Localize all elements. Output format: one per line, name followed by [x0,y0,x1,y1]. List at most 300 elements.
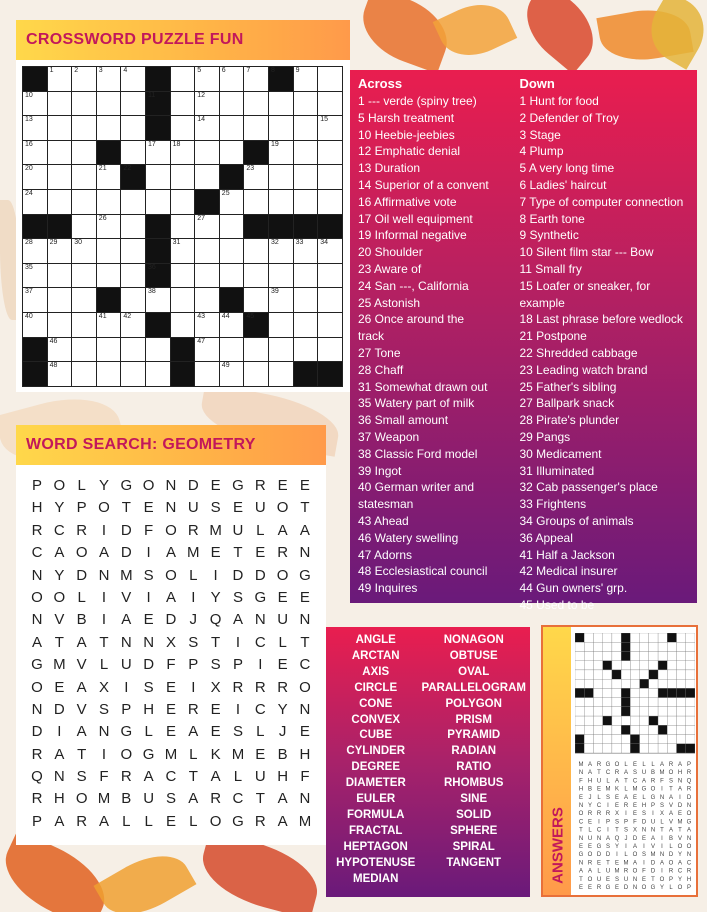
wordsearch-letter[interactable]: O [299,678,311,696]
crossword-cell[interactable] [268,140,294,166]
wordsearch-letter[interactable]: O [276,566,289,584]
crossword-cell[interactable] [293,287,319,313]
wordsearch-letter[interactable]: D [53,700,65,718]
wordsearch-letter[interactable]: I [101,611,107,629]
wordsearch-letter[interactable]: P [31,477,42,494]
wordsearch-letter[interactable]: O [165,566,177,584]
wordsearch-letter[interactable]: L [189,812,198,830]
wordsearch-letter[interactable]: F [99,768,109,786]
wordsearch-letter[interactable]: K [210,745,221,763]
wordsearch-letter[interactable]: S [188,633,199,651]
wordsearch-letter[interactable]: P [232,656,243,674]
wordsearch-letter[interactable]: Q [209,611,222,629]
crossword-cell[interactable] [194,312,220,338]
crossword-cell[interactable] [293,337,319,363]
crossword-cell[interactable] [22,189,48,215]
wordsearch-letter[interactable]: U [277,611,289,629]
wordsearch-letter[interactable]: N [31,611,43,629]
wordsearch-letter[interactable]: R [277,544,289,562]
wordsearch-letter[interactable]: A [277,790,288,808]
wordsearch-letter[interactable]: V [76,700,87,718]
crossword-cell[interactable] [96,66,122,92]
wordsearch-letter[interactable]: A [121,611,132,629]
crossword-cell[interactable] [96,361,122,387]
wordsearch-letter[interactable]: Y [210,588,221,606]
crossword-cell[interactable] [293,140,319,166]
wordsearch-letter[interactable]: A [54,544,65,562]
crossword-cell[interactable] [170,164,196,190]
wordsearch-letter[interactable]: I [101,521,107,539]
crossword-cell[interactable] [120,263,146,289]
crossword-cell[interactable] [268,263,294,289]
wordsearch-letter[interactable]: E [299,588,310,606]
wordsearch-letter[interactable]: J [278,723,287,741]
crossword-cell[interactable] [293,263,319,289]
crossword-cell[interactable] [145,287,171,313]
crossword-cell[interactable] [243,263,269,289]
crossword-cell[interactable] [293,189,319,215]
wordsearch-letter[interactable]: N [165,477,177,494]
crossword-cell[interactable] [170,214,196,240]
wordsearch-letter[interactable]: S [98,700,109,718]
wordsearch-letter[interactable]: B [76,611,87,629]
wordsearch-letter[interactable]: D [76,566,88,584]
crossword-cell[interactable] [243,189,269,215]
wordsearch-letter[interactable]: T [188,768,198,786]
wordsearch-letter[interactable]: A [31,633,42,651]
crossword-cell[interactable] [317,312,343,338]
wordsearch-letter[interactable]: C [232,790,244,808]
wordsearch-letter[interactable]: E [277,656,288,674]
wordsearch-letter[interactable]: C [254,700,266,718]
crossword-cell[interactable] [194,337,220,363]
crossword-cell[interactable] [170,66,196,92]
wordsearch-letter[interactable]: G [232,477,244,494]
wordsearch-letter[interactable]: L [189,566,198,584]
wordsearch-letter[interactable]: E [165,812,176,830]
wordsearch-letter[interactable]: M [120,566,133,584]
crossword-cell[interactable] [71,66,97,92]
wordsearch-letter[interactable]: M [298,812,312,830]
crossword-cell[interactable] [47,263,73,289]
crossword-cell[interactable] [243,361,269,387]
crossword-cell[interactable] [219,115,245,141]
crossword-cell[interactable] [268,238,294,264]
crossword-cell[interactable] [293,164,319,190]
wordsearch-letter[interactable]: G [299,566,311,584]
wordsearch-letter[interactable]: T [300,499,310,517]
wordsearch-letter[interactable]: N [299,700,311,718]
wordsearch-letter[interactable]: L [144,723,153,741]
wordsearch-letter[interactable]: L [256,521,265,539]
wordsearch-letter[interactable]: V [76,656,87,674]
wordsearch-letter[interactable]: S [143,678,154,696]
wordsearch-letter[interactable]: L [189,745,198,763]
wordsearch-letter[interactable]: R [31,521,43,539]
crossword-cell[interactable] [194,140,220,166]
wordsearch-letter[interactable]: M [164,745,178,763]
crossword-cell[interactable] [96,189,122,215]
wordsearch-letter[interactable]: N [299,790,311,808]
wordsearch-letter[interactable]: G [120,723,133,741]
wordsearch-letter[interactable]: A [165,544,176,562]
crossword-cell[interactable] [293,91,319,117]
crossword-cell[interactable] [120,189,146,215]
wordsearch-letter[interactable]: I [191,588,196,606]
wordsearch-letter[interactable]: G [232,812,244,830]
crossword-cell[interactable] [243,337,269,363]
crossword-cell[interactable] [219,337,245,363]
wordsearch-letter[interactable]: T [300,633,310,651]
wordsearch-letter[interactable]: V [54,611,65,629]
wordsearch-letter[interactable]: U [187,499,199,517]
wordsearch-letter[interactable]: D [120,544,132,562]
wordsearch-letter[interactable]: X [98,678,109,696]
wordsearch-letter[interactable]: X [210,678,221,696]
wordsearch-letter[interactable]: F [144,521,154,539]
wordsearch-letter[interactable]: R [187,700,199,718]
wordsearch-letter[interactable]: O [53,588,66,606]
wordsearch-letter[interactable]: A [277,812,288,830]
wordsearch-letter[interactable]: I [235,633,241,651]
wordsearch-letter[interactable]: R [31,745,43,763]
crossword-cell[interactable] [47,115,73,141]
crossword-cell[interactable] [268,361,294,387]
crossword-cell[interactable] [22,91,48,117]
wordsearch-letter[interactable]: E [255,544,266,562]
wordsearch-letter[interactable]: D [254,566,266,584]
wordsearch-letter[interactable]: D [232,566,244,584]
wordsearch-letter[interactable]: D [120,521,132,539]
wordsearch-letter[interactable]: I [146,544,151,562]
wordsearch-letter[interactable]: U [254,768,266,786]
wordsearch-letter[interactable]: P [31,812,42,830]
wordsearch-letter[interactable]: O [98,499,110,517]
crossword-cell[interactable] [194,361,220,387]
wordsearch-letter[interactable]: X [165,633,176,651]
crossword-cell[interactable] [145,361,171,387]
wordsearch-letter[interactable]: C [31,544,43,562]
wordsearch-letter[interactable]: M [187,544,200,562]
wordsearch-letter[interactable]: P [121,700,132,718]
crossword-cell[interactable] [219,140,245,166]
crossword-cell[interactable] [71,238,97,264]
wordsearch-letter[interactable]: L [99,656,109,674]
crossword-cell[interactable] [219,361,245,387]
crossword-cell[interactable] [170,91,196,117]
wordsearch-letter[interactable]: P [76,499,87,517]
crossword-cell[interactable] [120,66,146,92]
crossword-cell[interactable] [47,337,73,363]
wordsearch-letter[interactable]: H [53,790,65,808]
crossword-cell[interactable] [22,312,48,338]
crossword-cell[interactable] [145,189,171,215]
crossword-cell[interactable] [194,91,220,117]
wordsearch-letter[interactable]: P [188,656,199,674]
wordsearch-letter[interactable]: A [76,723,87,741]
crossword-cell[interactable] [194,115,220,141]
wordsearch-letter[interactable]: F [300,768,310,786]
crossword-cell[interactable] [47,164,73,190]
wordsearch-letter[interactable]: E [143,611,154,629]
wordsearch-letter[interactable]: S [210,499,221,517]
wordsearch-letter[interactable]: G [142,745,155,763]
wordsearch-letter[interactable]: E [165,678,176,696]
wordsearch-letter[interactable]: M [53,656,66,674]
wordsearch-letter[interactable]: O [209,812,222,830]
wordsearch-letter[interactable]: N [299,611,311,629]
crossword-cell[interactable] [317,238,343,264]
wordsearch-letter[interactable]: I [235,700,241,718]
wordsearch-letter[interactable]: R [187,521,199,539]
crossword-cell[interactable] [243,66,269,92]
crossword-cell[interactable] [243,164,269,190]
crossword-cell[interactable] [268,189,294,215]
wordsearch-letter[interactable]: H [143,700,155,718]
wordsearch-letter[interactable]: S [165,790,176,808]
wordsearch-letter[interactable]: R [210,790,222,808]
crossword-cell[interactable] [194,263,220,289]
crossword-cell[interactable] [22,263,48,289]
wordsearch-letter[interactable]: E [277,588,288,606]
wordsearch-letter[interactable]: D [143,656,155,674]
crossword-cell[interactable] [317,263,343,289]
crossword-cell[interactable] [170,287,196,313]
crossword-cell[interactable] [71,115,97,141]
wordsearch-letter[interactable]: A [76,678,87,696]
wordsearch-letter[interactable]: A [277,521,288,539]
crossword-cell[interactable] [47,91,73,117]
crossword-cell[interactable] [268,91,294,117]
crossword-cell[interactable] [170,189,196,215]
wordsearch-letter[interactable]: Y [54,566,65,584]
wordsearch-letter[interactable]: B [121,790,132,808]
crossword-cell[interactable] [96,91,122,117]
crossword-cell[interactable] [47,189,73,215]
wordsearch-letter[interactable]: L [233,768,243,786]
wordsearch-letter[interactable]: I [213,566,218,584]
wordsearch-letter[interactable]: E [210,544,221,562]
crossword-cell[interactable] [268,337,294,363]
wordsearch-letter[interactable]: R [76,812,88,830]
crossword-cell[interactable] [293,238,319,264]
crossword-cell[interactable] [219,263,245,289]
crossword-cell[interactable] [317,115,343,141]
wordsearch-letter[interactable]: H [299,745,311,763]
crossword-cell[interactable] [96,238,122,264]
crossword-cell[interactable] [120,115,146,141]
wordsearch-letter[interactable]: Y [277,700,288,718]
wordsearch-letter[interactable]: Y [98,477,109,494]
wordsearch-letter[interactable]: T [121,499,131,517]
crossword-cell[interactable] [194,214,220,240]
wordsearch-letter[interactable]: A [98,544,109,562]
wordsearch-letter[interactable]: C [254,633,266,651]
wordsearch-letter[interactable]: D [31,723,43,741]
crossword-cell[interactable] [317,337,343,363]
crossword-cell[interactable] [71,263,97,289]
crossword-cell[interactable] [47,287,73,313]
crossword-cell[interactable] [170,263,196,289]
crossword-cell[interactable] [219,66,245,92]
wordsearch-letter[interactable]: D [165,611,177,629]
crossword-cell[interactable] [120,238,146,264]
wordsearch-letter[interactable]: E [255,745,266,763]
wordsearch-letter[interactable]: I [146,588,151,606]
wordsearch-letter[interactable]: A [54,745,65,763]
wordsearch-letter[interactable]: O [276,499,289,517]
crossword-cell[interactable] [317,164,343,190]
wordsearch-letter[interactable]: O [75,790,88,808]
wordsearch-letter[interactable]: Q [31,768,43,786]
wordsearch-letter[interactable]: T [99,633,109,651]
crossword-cell[interactable] [71,337,97,363]
wordsearch-letter[interactable]: R [31,790,43,808]
crossword-cell[interactable] [120,140,146,166]
crossword-cell[interactable] [22,287,48,313]
wordsearch-letter[interactable]: A [188,723,199,741]
wordsearch-letter[interactable]: E [210,723,221,741]
crossword-cell[interactable] [71,140,97,166]
wordsearch-letter[interactable]: C [53,521,65,539]
wordsearch-letter[interactable]: M [209,521,222,539]
crossword-cell[interactable] [194,287,220,313]
crossword-cell[interactable] [194,66,220,92]
wordsearch-letter[interactable]: G [120,477,133,494]
crossword-cell[interactable] [120,337,146,363]
crossword-cell[interactable] [170,312,196,338]
crossword-cell[interactable] [22,164,48,190]
crossword-cell[interactable] [243,238,269,264]
wordsearch-letter[interactable]: E [299,477,310,494]
wordsearch-letter[interactable]: D [187,477,199,494]
crossword-cell[interactable] [219,238,245,264]
crossword-cell[interactable] [22,115,48,141]
wordsearch-letter[interactable]: O [31,678,43,696]
crossword-cell[interactable] [317,91,343,117]
wordsearch-letter[interactable]: R [76,521,88,539]
crossword-cell[interactable] [120,91,146,117]
crossword-cell[interactable] [219,91,245,117]
wordsearch-letter[interactable]: J [189,611,198,629]
wordsearch-letter[interactable]: O [142,477,155,494]
wordsearch-letter[interactable]: A [232,611,243,629]
wordsearch-letter[interactable]: H [31,499,43,517]
wordsearch-letter[interactable]: U [254,499,266,517]
wordsearch-letter[interactable]: E [277,477,288,494]
wordsearch-letter[interactable]: E [143,499,154,517]
wordsearch-letter[interactable]: S [143,566,154,584]
crossword-cell[interactable] [47,361,73,387]
wordsearch-letter[interactable]: E [232,499,243,517]
wordsearch-letter[interactable]: R [254,812,266,830]
crossword-cell[interactable] [293,66,319,92]
crossword-cell[interactable] [96,263,122,289]
wordsearch-letter[interactable]: T [77,745,87,763]
wordsearch-letter[interactable]: O [53,477,66,494]
wordsearch-letter[interactable]: U [120,656,132,674]
crossword-cell[interactable] [96,115,122,141]
wordsearch-letter[interactable]: L [256,723,265,741]
crossword-cell[interactable] [120,287,146,313]
wordsearch-letter[interactable]: E [165,700,176,718]
crossword-cell[interactable] [219,312,245,338]
crossword-cell[interactable] [96,337,122,363]
wordsearch-letter[interactable]: I [124,678,129,696]
wordsearch-letter[interactable]: C [165,768,177,786]
wordsearch-letter[interactable]: H [277,768,289,786]
crossword-cell[interactable] [71,287,97,313]
wordsearch-letter[interactable]: S [210,656,221,674]
crossword-cell[interactable] [22,140,48,166]
wordsearch-letter[interactable]: R [120,768,132,786]
crossword-cell[interactable] [194,238,220,264]
wordsearch-letter[interactable]: N [254,611,266,629]
wordsearch-letter[interactable]: R [232,678,244,696]
crossword-cell[interactable] [243,115,269,141]
wordsearch-letter[interactable]: L [278,633,287,651]
wordsearch-letter[interactable]: N [299,544,311,562]
crossword-cell[interactable] [145,140,171,166]
wordsearch-letter[interactable]: C [299,656,311,674]
wordsearch-letter[interactable]: O [120,745,133,763]
crossword-cell[interactable] [293,115,319,141]
crossword-cell[interactable] [71,361,97,387]
wordsearch-letter[interactable]: A [210,768,221,786]
crossword-cell[interactable] [145,164,171,190]
crossword-cell[interactable] [194,164,220,190]
wordsearch-letter[interactable]: L [144,812,153,830]
wordsearch-letter[interactable]: U [232,521,244,539]
wordsearch-letter[interactable]: I [101,588,107,606]
wordsearch-letter[interactable]: T [211,633,221,651]
crossword-cell[interactable] [268,287,294,313]
crossword-cell[interactable] [170,140,196,166]
wordsearch-letter[interactable]: S [76,768,87,786]
wordsearch-letter[interactable]: O [165,521,177,539]
crossword-cell[interactable] [268,312,294,338]
wordsearch-letter[interactable]: E [299,723,310,741]
wordsearch-letter[interactable]: M [97,790,111,808]
crossword-cell[interactable] [170,115,196,141]
wordsearch-letter[interactable]: T [233,544,243,562]
crossword-cell[interactable] [120,361,146,387]
wordsearch-letter[interactable]: A [98,812,109,830]
wordsearch-letter[interactable]: M [231,745,245,763]
crossword-cell[interactable] [243,91,269,117]
crossword-cell[interactable] [317,287,343,313]
wordsearch-letter[interactable]: G [254,588,267,606]
wordsearch-letter[interactable]: N [165,499,177,517]
crossword-cell[interactable] [317,189,343,215]
crossword-cell[interactable] [219,189,245,215]
crossword-cell[interactable] [96,312,122,338]
crossword-cell[interactable] [317,66,343,92]
crossword-cell[interactable] [120,312,146,338]
wordsearch-letter[interactable]: A [188,790,199,808]
crossword-cell[interactable] [47,66,73,92]
wordsearch-letter[interactable]: L [77,588,86,606]
wordsearch-letter[interactable]: A [299,521,310,539]
wordsearch-letter[interactable]: I [57,723,62,741]
wordsearch-letter[interactable]: N [120,633,132,651]
crossword-cell[interactable] [96,214,122,240]
wordsearch-letter[interactable]: U [143,790,155,808]
wordsearch-letter[interactable]: I [101,745,107,763]
crossword-cell[interactable] [71,189,97,215]
wordsearch-letter[interactable]: B [277,745,288,763]
crossword-cell[interactable] [71,214,97,240]
